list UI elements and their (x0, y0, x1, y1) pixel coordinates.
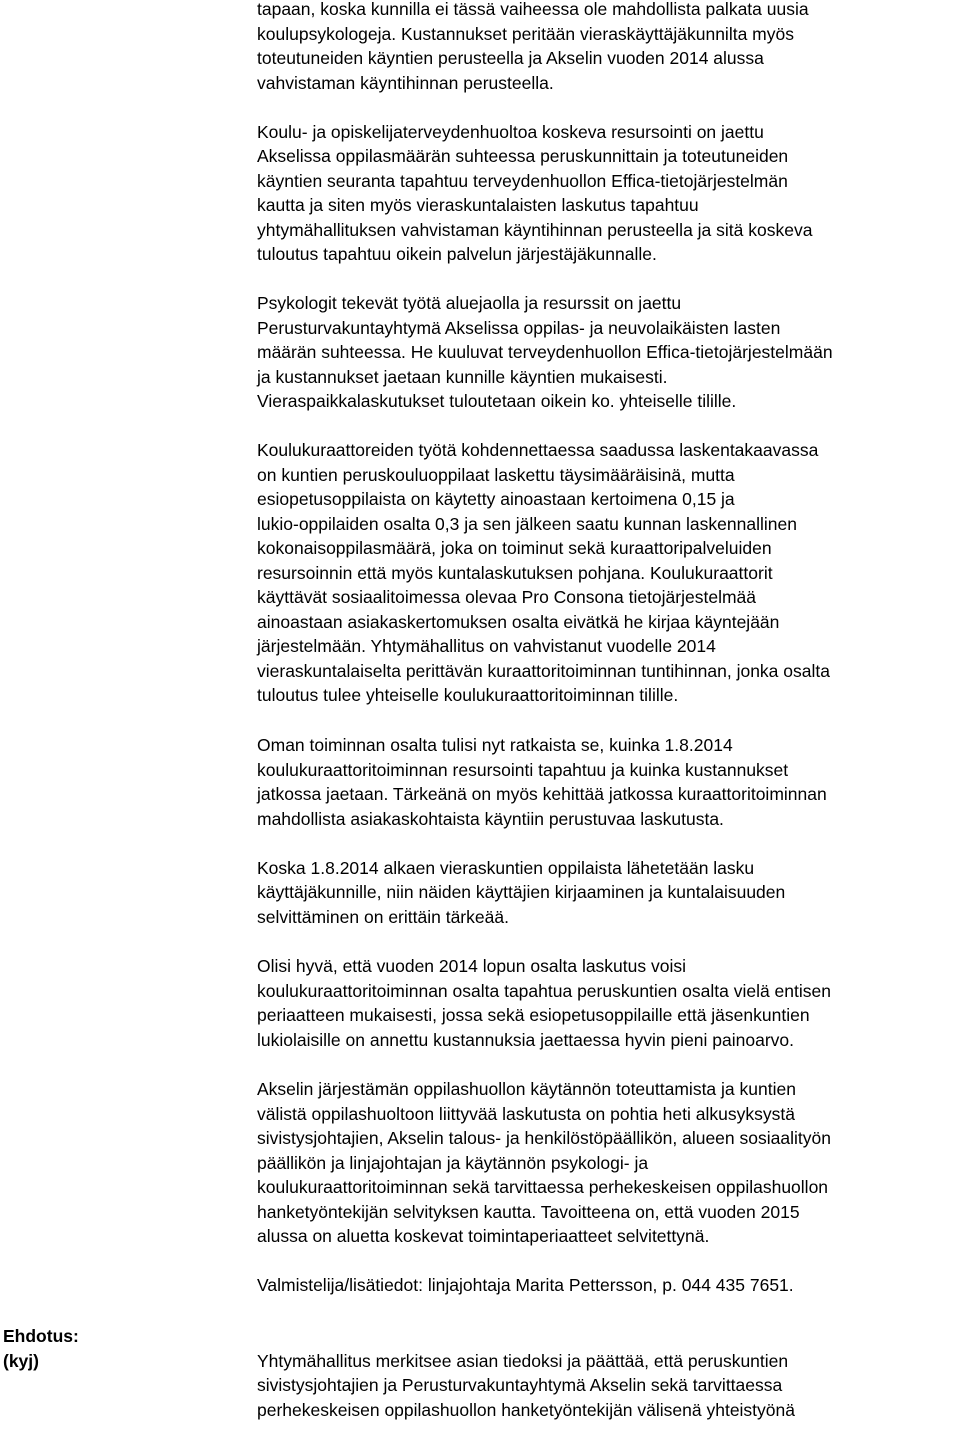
text-line: määrän suhteessa. He kuuluvat terveydenhuollon Effica-tietojärjestelmään (257, 342, 833, 362)
text-line: ja kustannukset jaetaan kunnille käyntien mukaisesti. (257, 366, 668, 387)
text-line: yhtymähallituksen vahvistaman käyntihinnan perusteella ja sitä koskeva (257, 219, 813, 240)
text-line: resursoinnin että myös kuntalaskutuksen pohjana. Koulukuraattorit (257, 562, 773, 583)
text-line: Oman toiminnan osalta tulisi nyt ratkaista se, kuinka 1.8.2014 (257, 735, 733, 755)
proposal-label-line: (kyj) (3, 1350, 39, 1371)
text-line: lukiolaisille on annettu kustannuksia jaettaessa hyvin pieni painoarvo. (257, 1029, 795, 1050)
text-line: alussa on aluetta koskevat toimintaperiaatteet selvitettynä. (257, 1226, 710, 1246)
text-line: tuloutus tapahtuu oikein palvelun järjestäjäkunnalle. (257, 244, 657, 264)
text-line: Psykologit tekevät työtä aluejaolla ja resurssit on jaettu (257, 293, 682, 313)
text-line: Akselin järjestämän oppilashuollon käytännön toteuttamista ja kuntien (257, 1079, 796, 1099)
text-line: välistä oppilashuoltoon liittyvää laskutusta on pohtia heti alkusyksystä (257, 1103, 795, 1124)
text-line: esiopetusoppilaista on käytetty ainoastaan kertoimena 0,15 ja (257, 489, 735, 509)
text-line: Yhtymähallitus merkitsee asian tiedoksi ja päättää, että peruskuntien (257, 1350, 789, 1371)
text-line: ainoastaan asiakaskertomuksen osalta eivätkä he kirjaa käyntejään (257, 611, 780, 632)
text-line: Koska 1.8.2014 alkaen vieraskuntien oppilaista lähetetään lasku (257, 857, 755, 878)
text-line: Perusturvakuntayhtymä Akselissa oppilas- ja neuvolaikäisten lasten (257, 317, 781, 338)
text-line: kautta ja siten myös vieraskuntalaisten laskutus tapahtuu (257, 195, 699, 215)
text-line: Valmistelija/lisätiedot: linjajohtaja Marita Pettersson, p. 044 435 7651. (257, 1275, 794, 1295)
text-line: sivistysjohtajien, Akselin talous- ja henkilöstöpäällikön, alueen sosiaalityön (257, 1128, 831, 1148)
text-line: Vieraspaikkalaskutukset tuloutetaan oikein ko. yhteiselle tilille. (257, 391, 737, 411)
text-line: hanketyöntekijän selvityksen kautta. Tavoitteena on, että vuoden 2015 (257, 1201, 800, 1222)
text-line: koulukuraattoritoiminnan sekä tarvittaessa perhekeskeisen oppilashuollon (257, 1177, 829, 1197)
text-line: koulukuraattoritoiminnan resursointi tapahtuu ja kuinka kustannukset (257, 759, 789, 780)
text-line: Koulu- ja opiskelijaterveydenhuoltoa koskeva resursointi on jaettu (257, 121, 764, 142)
text-line: käyttäjäkunnille, niin näiden käyttäjien kirjaaminen ja kuntalaisuuden (257, 882, 786, 902)
text-line: käyntien seuranta tapahtuu terveydenhuollon Effica-tietojärjestelmän (257, 170, 788, 191)
text-line: päällikön ja linjajohtajan ja käytännön psykologi- ja (257, 1152, 649, 1173)
text-line: vieraskuntalaiselta perittävän kuraattoritoiminnan tuntihinnan, jonka osalta (257, 660, 830, 681)
text-line: perhekeskeisen oppilashuollon hanketyöntekijän välisenä yhteistyönä (257, 1399, 795, 1420)
text-line: sivistysjohtajien ja Perusturvakuntayhtymä Akselin sekä tarvittaessa (257, 1375, 783, 1395)
text-line: tapaan, koska kunnilla ei tässä vaiheessa ole mahdollista palkata uusia (257, 0, 809, 19)
text-line: Olisi hyvä, että vuoden 2014 lopun osalta laskutus voisi (257, 956, 687, 976)
text-line: mahdollista asiakaskohtaista käyntiin perustuvaa laskutusta. (257, 808, 724, 829)
text-line: kokonaisoppilasmäärä, joka on toiminut sekä kuraattoripalveluiden (257, 538, 772, 558)
text-line: Koulukuraattoreiden työtä kohdennettaessa saadussa laskentakaavassa (257, 440, 819, 460)
text-line: vahvistaman käyntihinnan perusteella. (257, 72, 554, 93)
text-line: koulupsykologeja. Kustannukset peritään vieraskäyttäjäkunnilta myös (257, 23, 794, 44)
text-line: käyttävät sosiaalitoimessa olevaa Pro Consona tietojärjestelmää (257, 587, 757, 607)
text-line: tuloutus tulee yhteiselle koulukuraattoritoiminnan tilille. (257, 685, 679, 705)
text-line: toteutuneiden käyntien perusteella ja Akselin vuoden 2014 alussa (257, 48, 764, 68)
text-line: lukio-oppilaiden osalta 0,3 ja sen jälkeen saatu kunnan laskennallinen (257, 513, 797, 534)
text-line: järjestelmään. Yhtymähallitus on vahvistanut vuodelle 2014 (257, 636, 716, 656)
proposal-label-line: Ehdotus: (3, 1326, 79, 1346)
text-line: jatkossa jaetaan. Tärkeänä on myös kehittää jatkossa kuraattoritoiminnan (257, 784, 827, 804)
text-line: periaatteen mukaisesti, jossa sekä esiopetusoppilaille että jäsenkuntien (257, 1005, 810, 1025)
text-line: on kuntien peruskouluoppilaat laskettu täysimääräisinä, mutta (257, 464, 735, 485)
text-line: selvittäminen on erittäin tärkeää. (257, 906, 509, 927)
text-line: koulukuraattoritoiminnan osalta tapahtua peruskuntien osalta vielä entisen (257, 980, 831, 1001)
text-line: Akselissa oppilasmäärän suhteessa peruskunnittain ja toteutuneiden (257, 146, 789, 166)
